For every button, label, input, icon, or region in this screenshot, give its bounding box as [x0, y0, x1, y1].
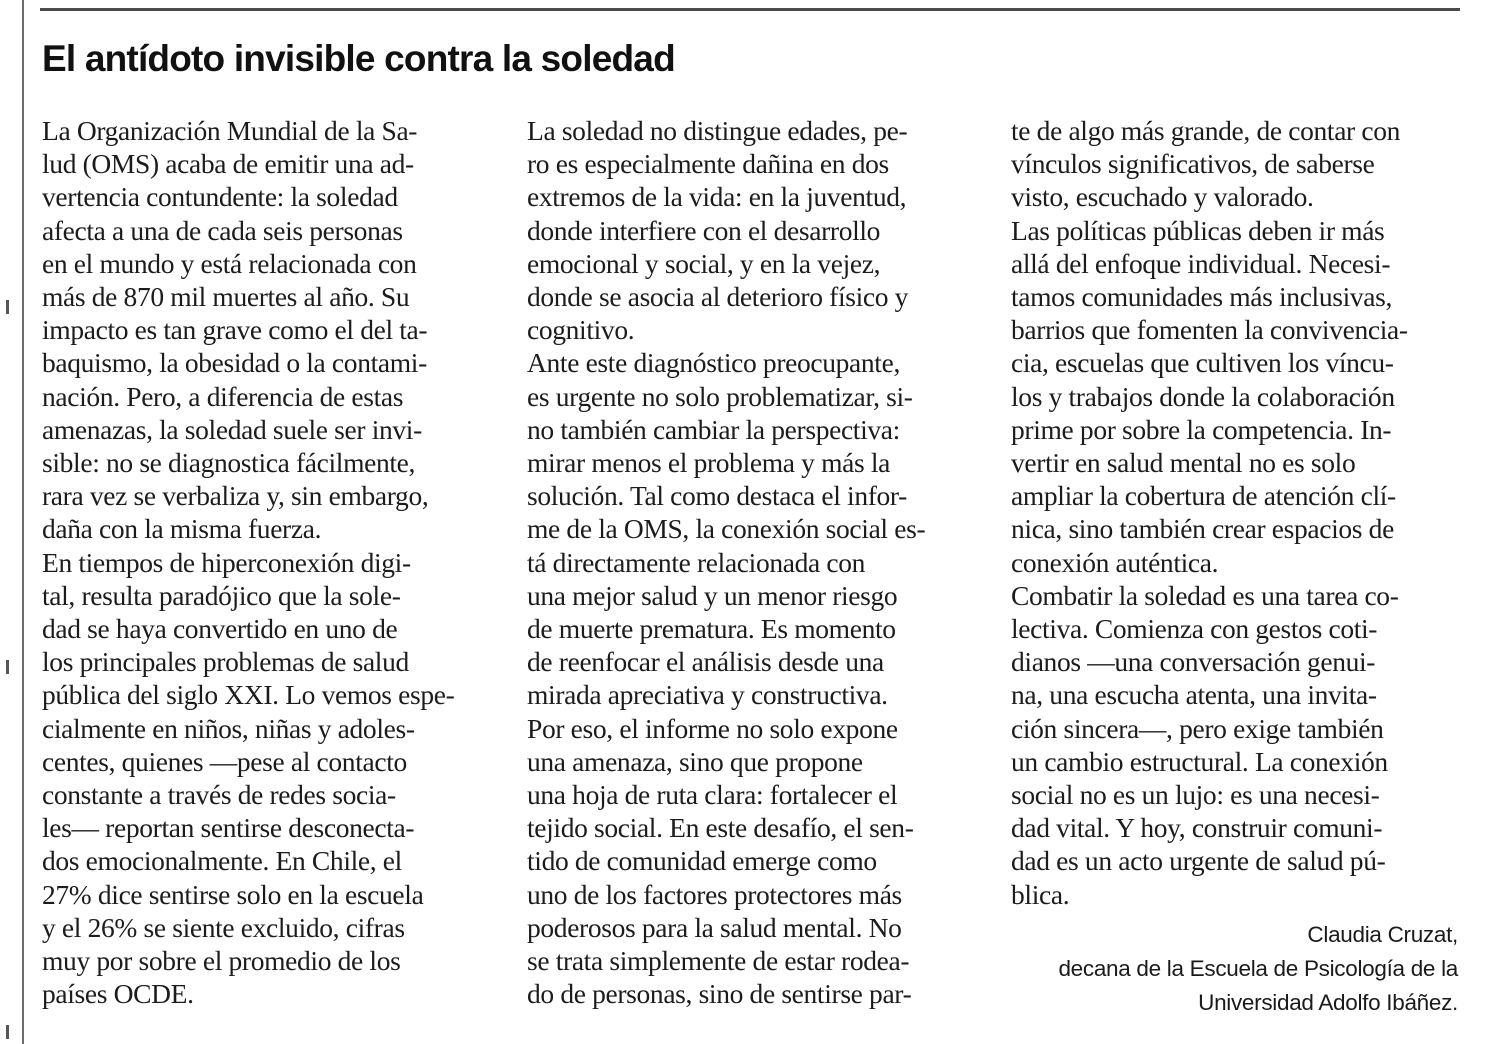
text-line: una amenaza, sino que propone — [527, 745, 863, 777]
text-line: tá directamente relacionada con — [527, 546, 866, 578]
text-line: daña con la misma fuerza. — [42, 513, 322, 545]
text-line: ro es especialmente dañina en dos — [527, 148, 889, 180]
text-line: se trata simplemente de estar rodea- — [527, 945, 910, 977]
text-line: social no es un lujo: es una necesi- — [1011, 779, 1380, 811]
text-line: te de algo más grande, de contar con — [1011, 115, 1401, 146]
text-line: y el 26% se siente excluido, cifras — [42, 911, 405, 943]
text-line: constante a través de redes socia- — [42, 779, 396, 811]
text-line: Ante este diagnóstico preocupante, — [527, 347, 900, 379]
text-line: pública del siglo XXI. Lo vemos espe- — [42, 679, 455, 711]
article-headline: El antídoto invisible contra la soledad — [42, 38, 675, 79]
text-column-2 — [527, 114, 972, 1010]
text-line: dad vital. Y hoy, construir comuni- — [1011, 812, 1383, 844]
text-line: lectiva. Comienza con gestos coti- — [1011, 613, 1378, 645]
text-line: solución. Tal como destaca el infor- — [527, 480, 907, 512]
text-line: los y trabajos donde la colaboración — [1011, 380, 1395, 412]
text-line: donde interfiere con el desarrollo — [527, 214, 881, 246]
text-line: La Organización Mundial de la Sa- — [42, 115, 418, 146]
text-line: dianos —una conversación genui- — [1011, 646, 1376, 678]
text-line: tejido social. En este desafío, el sen- — [527, 812, 914, 844]
text-line: vínculos significativos, de saberse — [1011, 148, 1375, 180]
text-line: los principales problemas de salud — [42, 646, 409, 678]
text-line: ampliar la cobertura de atención clí- — [1011, 480, 1396, 512]
text-line: tamos comunidades más inclusivas, — [1011, 281, 1393, 313]
text-line: afecta a una de cada seis personas — [42, 214, 403, 246]
text-line: países OCDE. — [42, 978, 194, 1010]
text-line: dad es un acto urgente de salud pú- — [1011, 845, 1386, 877]
text-line: prime por sobre la competencia. In- — [1011, 413, 1392, 445]
author-name: Claudia Cruzat, — [1307, 922, 1458, 947]
text-line: de reenfocar el análisis desde una — [527, 646, 884, 678]
text-line: conexión auténtica. — [1011, 546, 1219, 578]
text-line: les— reportan sentirse desconecta- — [42, 812, 415, 844]
text-line: Las políticas públicas deben ir más — [1011, 214, 1385, 246]
text-line: Por eso, el informe no solo expone — [527, 712, 898, 744]
text-line: dad se haya convertido en uno de — [42, 613, 398, 645]
text-line: barrios que fomenten la convivencia- — [1011, 314, 1408, 346]
text-line: poderosos para la salud mental. No — [527, 911, 902, 943]
text-line: más de 870 mil muertes al año. Su — [42, 281, 410, 313]
text-line: nación. Pero, a diferencia de estas — [42, 380, 404, 412]
text-line: blica. — [1011, 878, 1070, 910]
text-line: dos emocionalmente. En Chile, el — [42, 845, 402, 877]
text-column-3 — [1011, 114, 1459, 911]
text-line: rara vez se verbaliza y, sin embargo, — [42, 480, 429, 512]
text-line: Combatir la soledad es una tarea co- — [1011, 579, 1399, 611]
text-line: emocional y social, y en la vejez, — [527, 247, 881, 279]
text-line: extremos de la vida: en la juventud, — [527, 181, 907, 213]
text-column-1 — [42, 114, 492, 1010]
author-institution: Universidad Adolfo Ibáñez. — [1198, 990, 1458, 1015]
text-line: cialmente en niños, niñas y adoles- — [42, 712, 415, 744]
text-line: una hoja de ruta clara: fortalecer el — [527, 779, 898, 811]
author-signature — [1058, 918, 1458, 1020]
text-line: La soledad no distingue edades, pe- — [527, 115, 908, 146]
text-line: vertir en salud mental no es solo — [1011, 447, 1356, 479]
text-line: tido de comunidad emerge como — [527, 845, 877, 877]
text-line: cia, escuelas que cultiven los víncu- — [1011, 347, 1394, 379]
text-line: muy por sobre el promedio de los — [42, 945, 401, 977]
text-line: un cambio estructural. La conexión — [1011, 745, 1388, 777]
text-line: amenazas, la soledad suele ser invi- — [42, 413, 422, 445]
text-line: 27% dice sentirse solo en la escuela — [42, 878, 424, 910]
text-line: mirada apreciativa y constructiva. — [527, 679, 888, 711]
header-rule — [40, 8, 1460, 11]
text-line: tal, resulta paradójico que la sole- — [42, 579, 401, 611]
text-line: sible: no se diagnostica fácilmente, — [42, 447, 416, 479]
author-title: decana de la Escuela de Psicología de la — [1058, 956, 1458, 981]
page-edge-marks — [0, 0, 20, 1044]
text-line: en el mundo y está relacionada con — [42, 247, 417, 279]
text-line: nica, sino también crear espacios de — [1011, 513, 1394, 545]
text-line: donde se asocia al deterioro físico y — [527, 281, 909, 313]
column-divider-rule — [22, 0, 24, 1044]
text-line: ción sincera—, pero exige también — [1011, 712, 1384, 744]
text-line: impacto es tan grave como el del ta- — [42, 314, 428, 346]
text-line: cognitivo. — [527, 314, 635, 346]
text-line: no también cambiar la perspectiva: — [527, 413, 900, 445]
text-line: una mejor salud y un menor riesgo — [527, 579, 898, 611]
text-line: En tiempos de hiperconexión digi- — [42, 546, 411, 578]
text-line: de muerte prematura. Es momento — [527, 613, 896, 645]
text-line: mirar menos el problema y más la — [527, 447, 890, 479]
text-line: centes, quienes —pese al contacto — [42, 745, 407, 777]
text-line: vertencia contundente: la soledad — [42, 181, 398, 213]
text-line: do de personas, sino de sentirse par- — [527, 978, 912, 1010]
text-line: uno de los factores protectores más — [527, 878, 902, 910]
text-line: baquismo, la obesidad o la contami- — [42, 347, 427, 379]
text-line: na, una escucha atenta, una invita- — [1011, 679, 1377, 711]
text-line: allá del enfoque individual. Necesi- — [1011, 247, 1391, 279]
text-line: visto, escuchado y valorado. — [1011, 181, 1314, 213]
text-line: me de la OMS, la conexión social es- — [527, 513, 926, 545]
text-line: es urgente no solo problematizar, si- — [527, 380, 913, 412]
text-line: lud (OMS) acaba de emitir una ad- — [42, 148, 414, 180]
